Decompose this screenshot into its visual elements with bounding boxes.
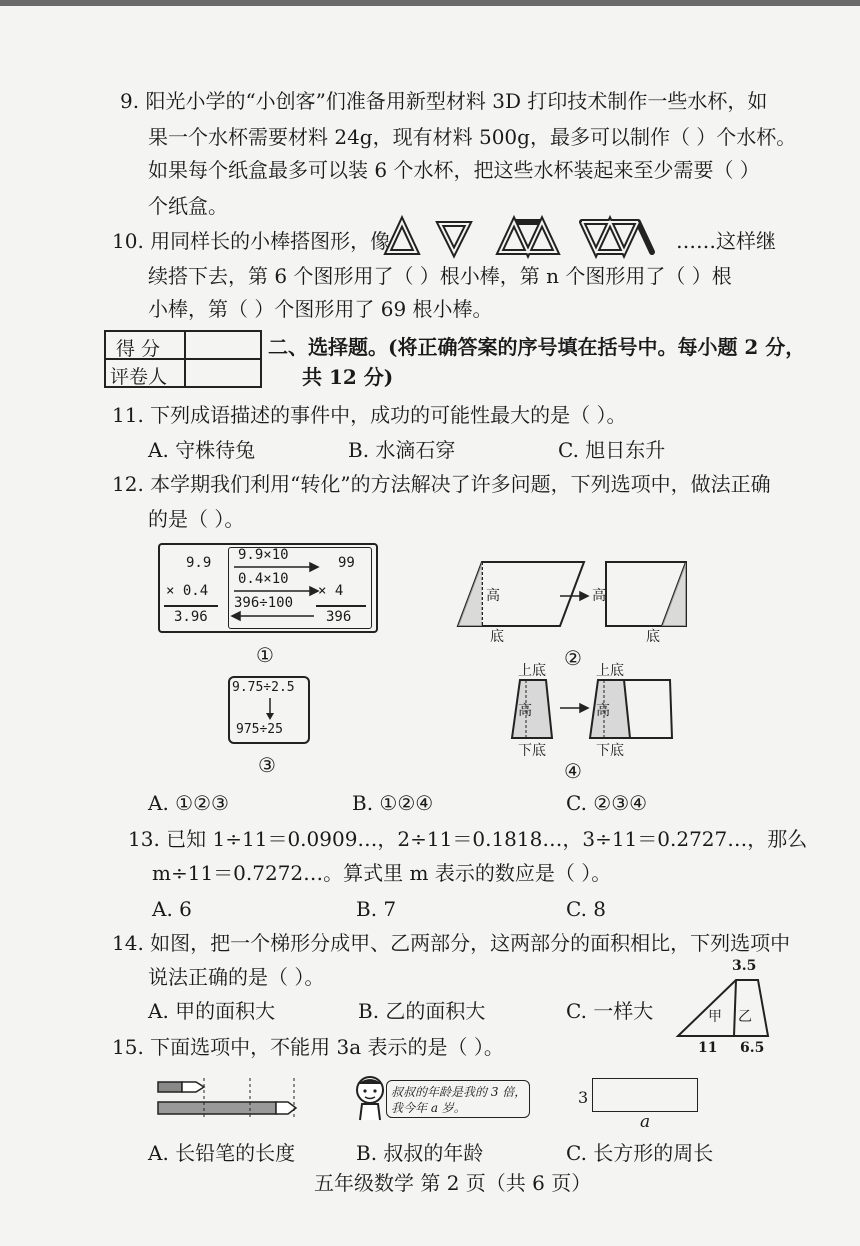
q14-option-c: C. 一样大 [566, 999, 654, 1023]
fig4-height-left: 高 [518, 703, 532, 719]
fig2-height-left: 高 [486, 588, 500, 604]
q10-line1a: 10. 用同样长的小棒搭图形，像 [112, 229, 391, 253]
rectangle-figure [592, 1078, 698, 1112]
q9-line3: 如果每个纸盒最多可以装 6 个水杯，把这些水杯装起来至少需要（ ） [148, 158, 760, 182]
pencils-figure [156, 1074, 300, 1122]
q14-option-b: B. 乙的面积大 [358, 999, 486, 1023]
q14-label-jia: 甲 [708, 1009, 722, 1025]
q13-option-a: A. 6 [152, 897, 192, 921]
q14-option-a: A. 甲的面积大 [148, 999, 276, 1023]
q12-line1: 12. 本学期我们利用“转化”的方法解决了许多问题，下列选项中，做法正确 [112, 472, 771, 496]
q12-line2: 的是（ ）。 [148, 507, 245, 531]
q13-line1: 13. 已知 1÷11＝0.0909…，2÷11＝0.1818…，3÷11＝0.2727…，那么 [128, 827, 808, 851]
fig2-height-right: 高 [592, 588, 606, 604]
fig3-arrow [260, 698, 280, 722]
section2-heading-line2: 共 12 分) [302, 365, 394, 389]
q12-option-b: B. ①②④ [352, 791, 434, 815]
fig1-arrow2-label: 0.4×10 [238, 571, 289, 587]
score-table [104, 330, 262, 388]
section2-heading-line1: 二、选择题。(将正确答案的序号填在括号中。每小题 2 分， [268, 335, 806, 359]
q11-option-b: B. 水滴石穿 [348, 438, 456, 462]
fig4-upper-base-right: 上底 [596, 663, 624, 679]
rect-bottom-label: a [640, 1112, 651, 1132]
q13-line2: m÷11＝0.7272…。算式里 m 表示的数应是（ ）。 [152, 861, 612, 885]
fig1-left-factor1: 9.9 [186, 555, 212, 571]
fig4-upper-base-left: 上底 [518, 663, 546, 679]
q14-top-length: 3.5 [732, 958, 757, 974]
speech-bubble-line2: 我今年 a 岁。 [391, 1101, 466, 1115]
q15-option-c: C. 长方形的周长 [566, 1141, 714, 1165]
q14-line1: 14. 如图，把一个梯形分成甲、乙两部分，这两部分的面积相比，下列选项中 [112, 931, 791, 955]
q10-line1b: ……这样继 [676, 229, 776, 253]
fig1-right-factor1: 99 [338, 555, 355, 571]
fig2-base-right: 底 [646, 629, 660, 645]
q15-option-b: B. 叔叔的年龄 [356, 1141, 484, 1165]
q11-option-c: C. 旭日东升 [558, 438, 666, 462]
scan-top-edge [0, 0, 860, 6]
q12-option-c: C. ②③④ [566, 791, 648, 815]
fig1-right-factor2: × 4 [318, 583, 344, 599]
fig1-right-product: 396 [326, 609, 352, 625]
fig4-height-right: 高 [596, 703, 610, 719]
q11-stem: 11. 下列成语描述的事件中，成功的可能性最大的是（ ）。 [112, 403, 627, 427]
q10-line2: 续搭下去，第 6 个图形用了（ ）根小棒，第 n 个图形用了（ ）根 [148, 264, 732, 288]
q12-option-a: A. ①②③ [148, 791, 229, 815]
q13-option-b: B. 7 [356, 897, 397, 921]
triangle-sticks-figure [384, 216, 674, 256]
q14-label-yi: 乙 [738, 1009, 752, 1025]
speech-bubble-line1: 叔叔的年龄是我的 3 倍， [391, 1085, 527, 1099]
child-avatar-icon [352, 1074, 388, 1122]
fig3-converted: 975÷25 [236, 722, 283, 737]
score-label: 得 分 [116, 338, 161, 360]
grader-label: 评卷人 [110, 366, 168, 388]
fig1-marker: ① [256, 643, 274, 667]
q15-stem: 15. 下面选项中，不能用 3a 表示的是（ ）。 [112, 1035, 504, 1059]
fig1-left-product: 3.96 [174, 609, 208, 625]
q9-line2: 果一个水杯需要材料 24g，现有材料 500g，最多可以制作（ ）个水杯。 [148, 125, 797, 149]
fig3-marker: ③ [258, 753, 276, 777]
q13-option-c: C. 8 [566, 897, 607, 921]
fig1-left-factor2: × 0.4 [166, 583, 209, 599]
fig1-arrow1-label: 9.9×10 [238, 547, 289, 563]
fig1-arrow3-label: 396÷100 [234, 595, 294, 611]
fig2-base-left: 底 [490, 629, 504, 645]
page-footer: 五年级数学 第 2 页（共 6 页） [314, 1171, 592, 1195]
q9-line1: 9. 阳光小学的“小创客”们准备用新型材料 3D 打印技术制作一些水杯，如 [120, 89, 768, 113]
q14-bottom-right-length: 6.5 [740, 1040, 765, 1056]
q10-line3: 小棒，第（ ）个图形用了 69 根小棒。 [148, 297, 493, 321]
fig4-marker: ④ [564, 759, 582, 783]
speech-bubble [386, 1080, 530, 1118]
fig3-original: 9.75÷2.5 [232, 680, 295, 695]
q11-option-a: A. 守株待兔 [148, 438, 256, 462]
q14-trapezoid-figure [676, 976, 776, 1040]
fig2-marker: ② [564, 646, 582, 670]
rect-side-label: 3 [578, 1088, 589, 1107]
fig3-division-conversion [228, 676, 310, 744]
q9-line4: 个纸盒。 [148, 194, 228, 218]
q14-line2: 说法正确的是（ ）。 [148, 965, 325, 989]
q15-option-a: A. 长铅笔的长度 [148, 1141, 296, 1165]
fig4-lower-base-right: 下底 [596, 743, 624, 759]
q14-bottom-left-length: 11 [698, 1040, 718, 1056]
fig1-decimal-conversion [158, 543, 378, 633]
fig4-lower-base-left: 下底 [518, 743, 546, 759]
